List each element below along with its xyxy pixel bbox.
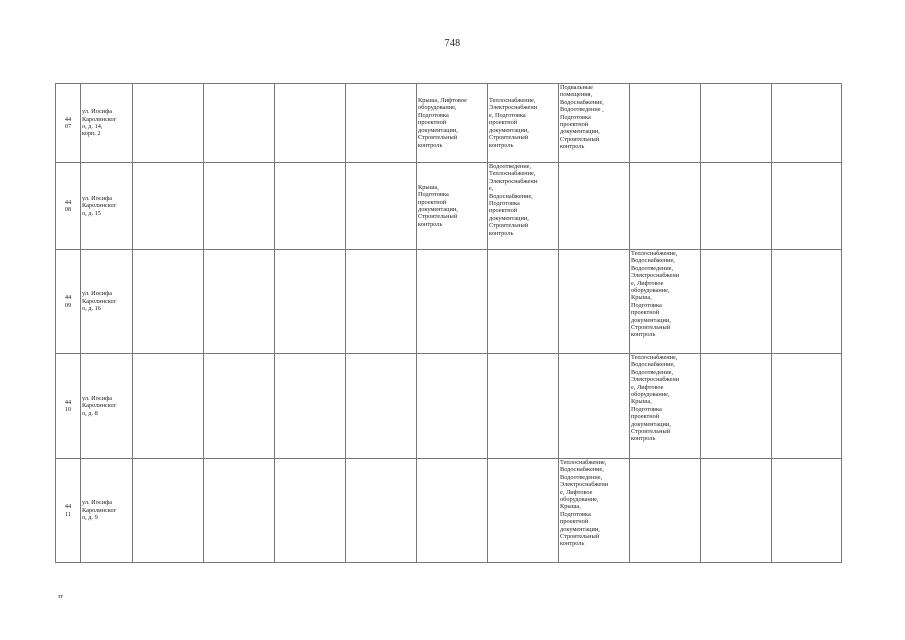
cell-text-line: проектной [418,198,447,206]
row-number-cell [56,250,81,354]
cell-text-line: Строительный [560,533,600,541]
cell-text-line: контроль [489,141,514,149]
empty-cell [133,250,204,354]
cell-text-line: контроль [489,229,514,237]
cell-text-line: 44 [64,398,72,406]
cell-text-line: о, д. 9 [82,514,98,522]
footer-mark: зт [58,594,63,600]
cell-text-line: документации, [418,206,458,213]
empty-cell [133,163,204,250]
cell-text-line: ул. Иосифа [82,499,113,507]
works-cell [630,354,701,459]
empty-cell [346,163,417,250]
cell-text-line: Электроснабжени [631,376,680,384]
empty-cell [275,84,346,163]
cell-text-line: документации, [489,214,529,222]
cell-text-line: ул. Иосифа [82,394,113,402]
cell-text-line: 11 [64,510,72,518]
works-cell [417,84,488,163]
empty-cell [772,163,842,250]
works-cell [559,459,630,563]
works-cell [488,163,559,250]
cell-text-line: контроль [631,331,656,339]
empty-cell [772,250,842,354]
cell-text-line: ул. Иосифа [82,194,113,202]
address-cell [81,84,133,163]
cell-text-line: Водоотведение, [489,163,532,170]
cell-text-line: Подготовка [560,113,591,121]
cell-text-line: 07 [64,123,72,130]
cell-text-line: Водоотведение , [560,106,604,114]
row-number-cell [56,163,81,250]
cell-text-line: проектной [489,119,518,127]
cell-text-line: Водоотведение, [631,264,674,272]
cell-text-line: Каролинског [82,297,117,305]
empty-cell [772,354,842,459]
table-row [56,163,842,250]
empty-cell [204,459,275,563]
cell-text-line: Теплоснабжение, [489,170,536,178]
cell-text-line: оборудование, [560,496,599,504]
works-cell [488,354,559,459]
cell-text-line: 08 [64,206,72,213]
cell-text-line: Крыша, [418,183,439,191]
cell-text-line: помещения, [560,91,593,99]
works-cell [559,84,630,163]
cell-text-line: Водоснабжение, [560,466,604,474]
cell-text-line: проектной [560,518,589,526]
cell-text-line: оборудование, [631,287,670,295]
empty-cell [204,354,275,459]
cell-text-line: Теплоснабжение, [489,97,536,105]
cell-text-line: Теплоснабжение, [631,250,678,257]
empty-cell [275,163,346,250]
cell-text-line: о, д. 14, [82,123,103,130]
empty-cell [275,250,346,354]
works-cell [417,250,488,354]
empty-cell [346,354,417,459]
cell-text-line: документации, [560,525,600,533]
cell-text-line: Подвальные [560,84,593,91]
cell-text-line: е, Лифтовое [631,383,664,391]
empty-cell [772,84,842,163]
cell-text-line: контроль [631,435,656,443]
cell-text-line: е, [489,185,494,193]
cell-text-line: Водоснабжение, [560,98,604,106]
empty-cell [204,163,275,250]
cell-text-line: Строительный [489,222,529,230]
cell-text-line: Электроснабжени [489,177,538,185]
empty-cell [346,459,417,563]
cell-text-line: контроль [418,220,443,228]
cell-text-line: ул. Иосифа [82,108,113,116]
cell-text-line: ул. Иосифа [82,290,113,298]
empty-cell [346,250,417,354]
table-row [56,84,842,163]
cell-text-line: Каролинског [82,506,117,514]
empty-cell [133,354,204,459]
address-cell [81,163,133,250]
cell-text-line: контроль [560,143,585,151]
cell-text-line: о, д. 15 [82,209,101,217]
row-number-cell [56,84,81,163]
cell-text-line: Водоотведение, [631,368,674,376]
works-cell [488,84,559,163]
cell-text-line: 44 [64,198,72,206]
cell-text-line: Подготовка [631,301,662,309]
cell-text-line: проектной [560,121,589,129]
cell-text-line: Строительный [560,135,600,143]
cell-text-line: 44 [64,115,72,123]
works-cell [417,354,488,459]
cell-text-line: Подготовка [560,510,591,518]
cell-text-line: Теплоснабжение, [560,459,607,466]
works-cell [630,163,701,250]
empty-cell [204,250,275,354]
table-body [56,84,842,563]
cell-text-line: контроль [560,540,585,548]
cell-text-line: Крыша, [560,503,581,511]
address-cell [81,354,133,459]
cell-text-line: Электроснабжени [631,272,680,280]
cell-text-line: оборудование, [631,391,670,399]
empty-cell [701,163,772,250]
works-cell [488,459,559,563]
cell-text-line: Строительный [489,134,529,142]
cell-text-line: Электроснабжени [560,481,609,489]
cell-text-line: документации, [418,126,458,134]
table-row [56,250,842,354]
cell-text-line: документации, [631,316,671,324]
cell-text-line: Строительный [631,428,671,436]
empty-cell [346,84,417,163]
cell-text-line: документации, [631,420,671,428]
empty-cell [701,354,772,459]
cell-text-line: 10 [64,406,72,413]
works-cell [488,250,559,354]
row-number-cell [56,354,81,459]
works-cell [630,459,701,563]
cell-text-line: о, д. 16 [82,305,101,313]
cell-text-line: Каролинског [82,402,117,410]
cell-text-line: е, Лифтовое [560,488,593,496]
empty-cell [204,84,275,163]
cell-text-line: Подготовка [418,111,449,119]
cell-text-line: 44 [64,503,72,511]
works-cell [559,354,630,459]
empty-cell [275,459,346,563]
page-number: 748 [444,38,461,49]
empty-cell [701,84,772,163]
empty-cell [133,459,204,563]
empty-cell [133,84,204,163]
cell-text-line: Электроснабжени [489,104,538,112]
table-row [56,354,842,459]
works-cell [630,250,701,354]
cell-text-line: е, Подготовка [489,111,526,119]
cell-text-line: Крыша, [631,294,652,302]
cell-text-line: Водоснабжение, [631,257,675,265]
cell-text-line: Крыша, [631,398,652,406]
table-row [56,459,842,563]
cell-text-line: Строительный [418,213,458,221]
cell-text-line: Подготовка [489,200,520,208]
cell-text-line: оборудование, [418,104,457,112]
cell-text-line: проектной [631,413,660,421]
cell-text-line: Подготовка [631,405,662,413]
cell-text-line: Водоотведение, [560,473,603,481]
row-number-cell [56,459,81,563]
works-cell [559,250,630,354]
cell-text-line: о, д. 8 [82,409,98,417]
cell-text-line: Теплоснабжение, [631,354,678,361]
cell-text-line: проектной [418,119,447,127]
cell-text-line: Крыша, Лифтовое [418,97,467,105]
cell-text-line: Каролинског [82,202,117,210]
cell-text-line: е, Лифтовое [631,279,664,287]
cell-text-line: документации, [489,126,529,134]
cell-text-line: Строительный [418,134,458,142]
cell-text-line: 09 [64,301,72,309]
cell-text-line: контроль [418,141,443,149]
works-cell [559,163,630,250]
address-cell [81,250,133,354]
cell-text-line: Водоснабжение, [489,192,533,200]
cell-text-line: документации, [560,128,600,136]
cell-text-line: Каролинског [82,115,117,123]
empty-cell [275,354,346,459]
cell-text-line: проектной [631,309,660,317]
cell-text-line: Водоснабжение, [631,361,675,369]
cell-text-line: корп. 2 [82,130,101,138]
empty-cell [772,459,842,563]
works-table [55,83,842,563]
empty-cell [701,250,772,354]
cell-text-line: проектной [489,207,518,215]
cell-text-line: 44 [64,294,72,302]
works-cell [630,84,701,163]
works-cell [417,459,488,563]
empty-cell [701,459,772,563]
cell-text-line: Строительный [631,324,671,332]
cell-text-line: Подготовка [418,191,449,199]
works-cell [417,163,488,250]
address-cell [81,459,133,563]
